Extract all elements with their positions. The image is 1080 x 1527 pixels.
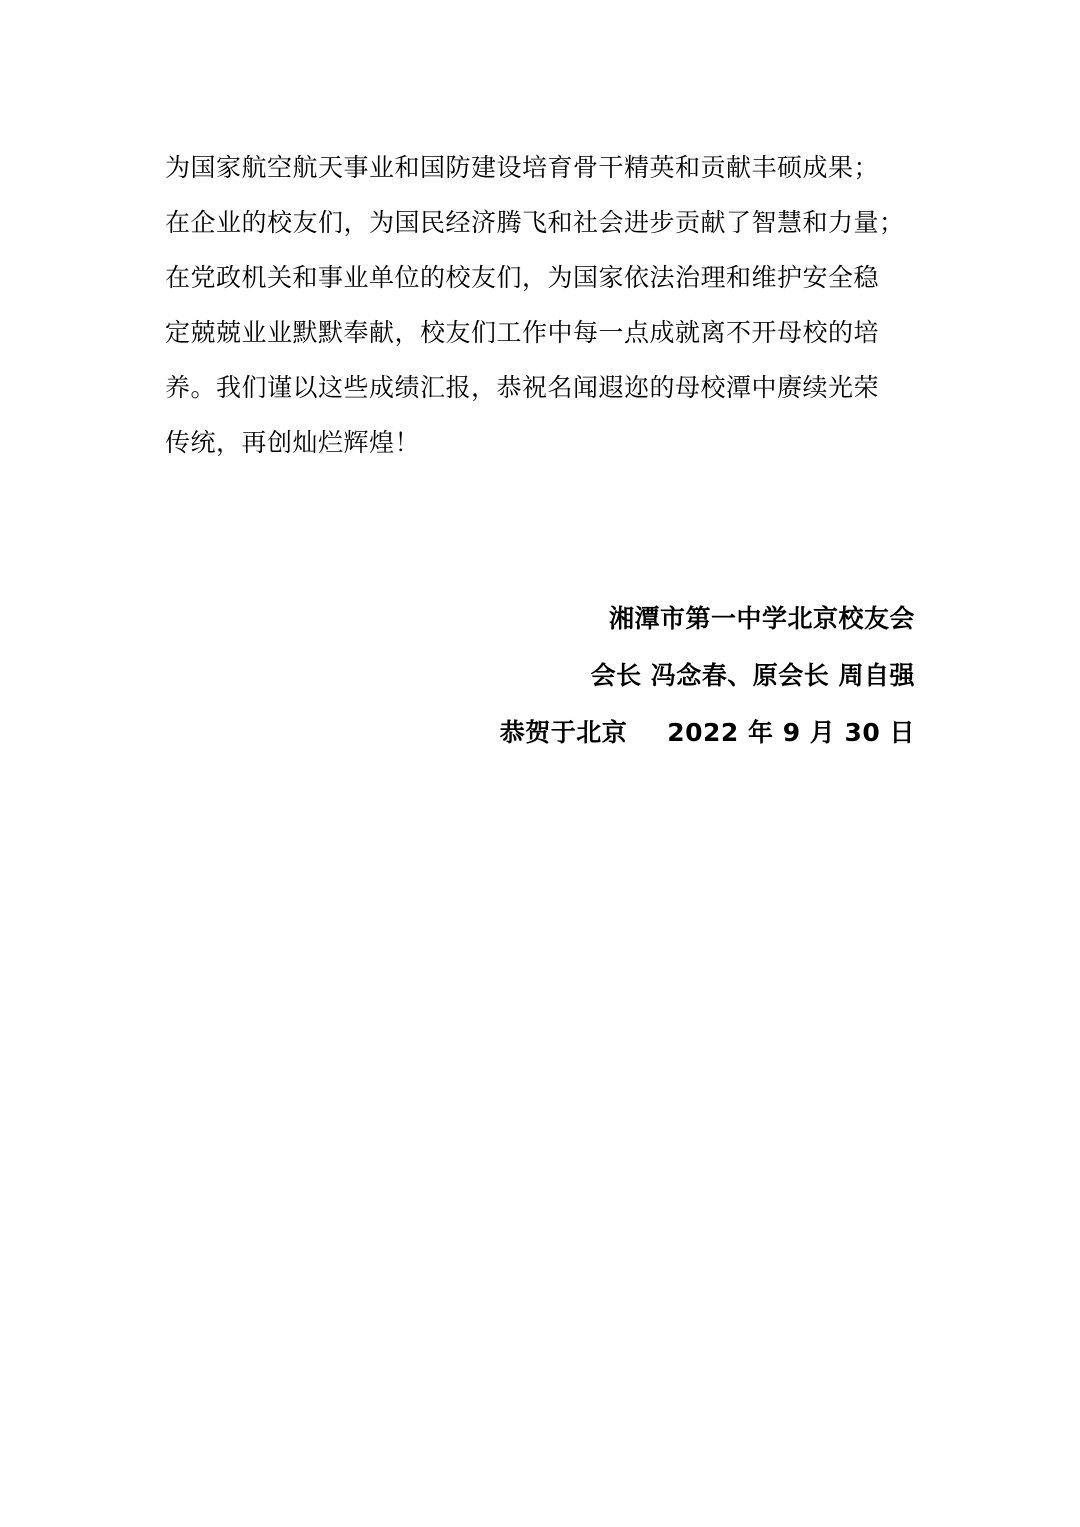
signature-date: 2022 年 9 月 30 日 <box>667 718 915 747</box>
signature-place: 恭贺于北京 <box>499 718 628 747</box>
signature-officers: 会长 冯念春、原会长 周自强 <box>590 661 915 690</box>
body-line: 传统，再创灿烂辉煌！ <box>165 428 421 457</box>
signature-block <box>415 590 915 761</box>
letter-body <box>165 140 945 470</box>
signature-date-line <box>415 704 915 761</box>
body-line: 为国家航空航天事业和国防建设培育骨干精英和贡献丰硕成果； <box>165 153 880 182</box>
body-line: 在党政机关和事业单位的校友们，为国家依法治理和维护安全稳 <box>165 263 880 292</box>
signature-organization: 湘潭市第一中学北京校友会 <box>608 604 915 633</box>
body-line: 养。我们谨以这些成绩汇报，恭祝名闻遐迩的母校潭中赓续光荣 <box>165 373 880 402</box>
body-line: 定兢兢业业默默奉献，校友们工作中每一点成就离不开母校的培 <box>165 318 880 347</box>
body-line: 在企业的校友们，为国民经济腾飞和社会进步贡献了智慧和力量； <box>165 208 905 237</box>
